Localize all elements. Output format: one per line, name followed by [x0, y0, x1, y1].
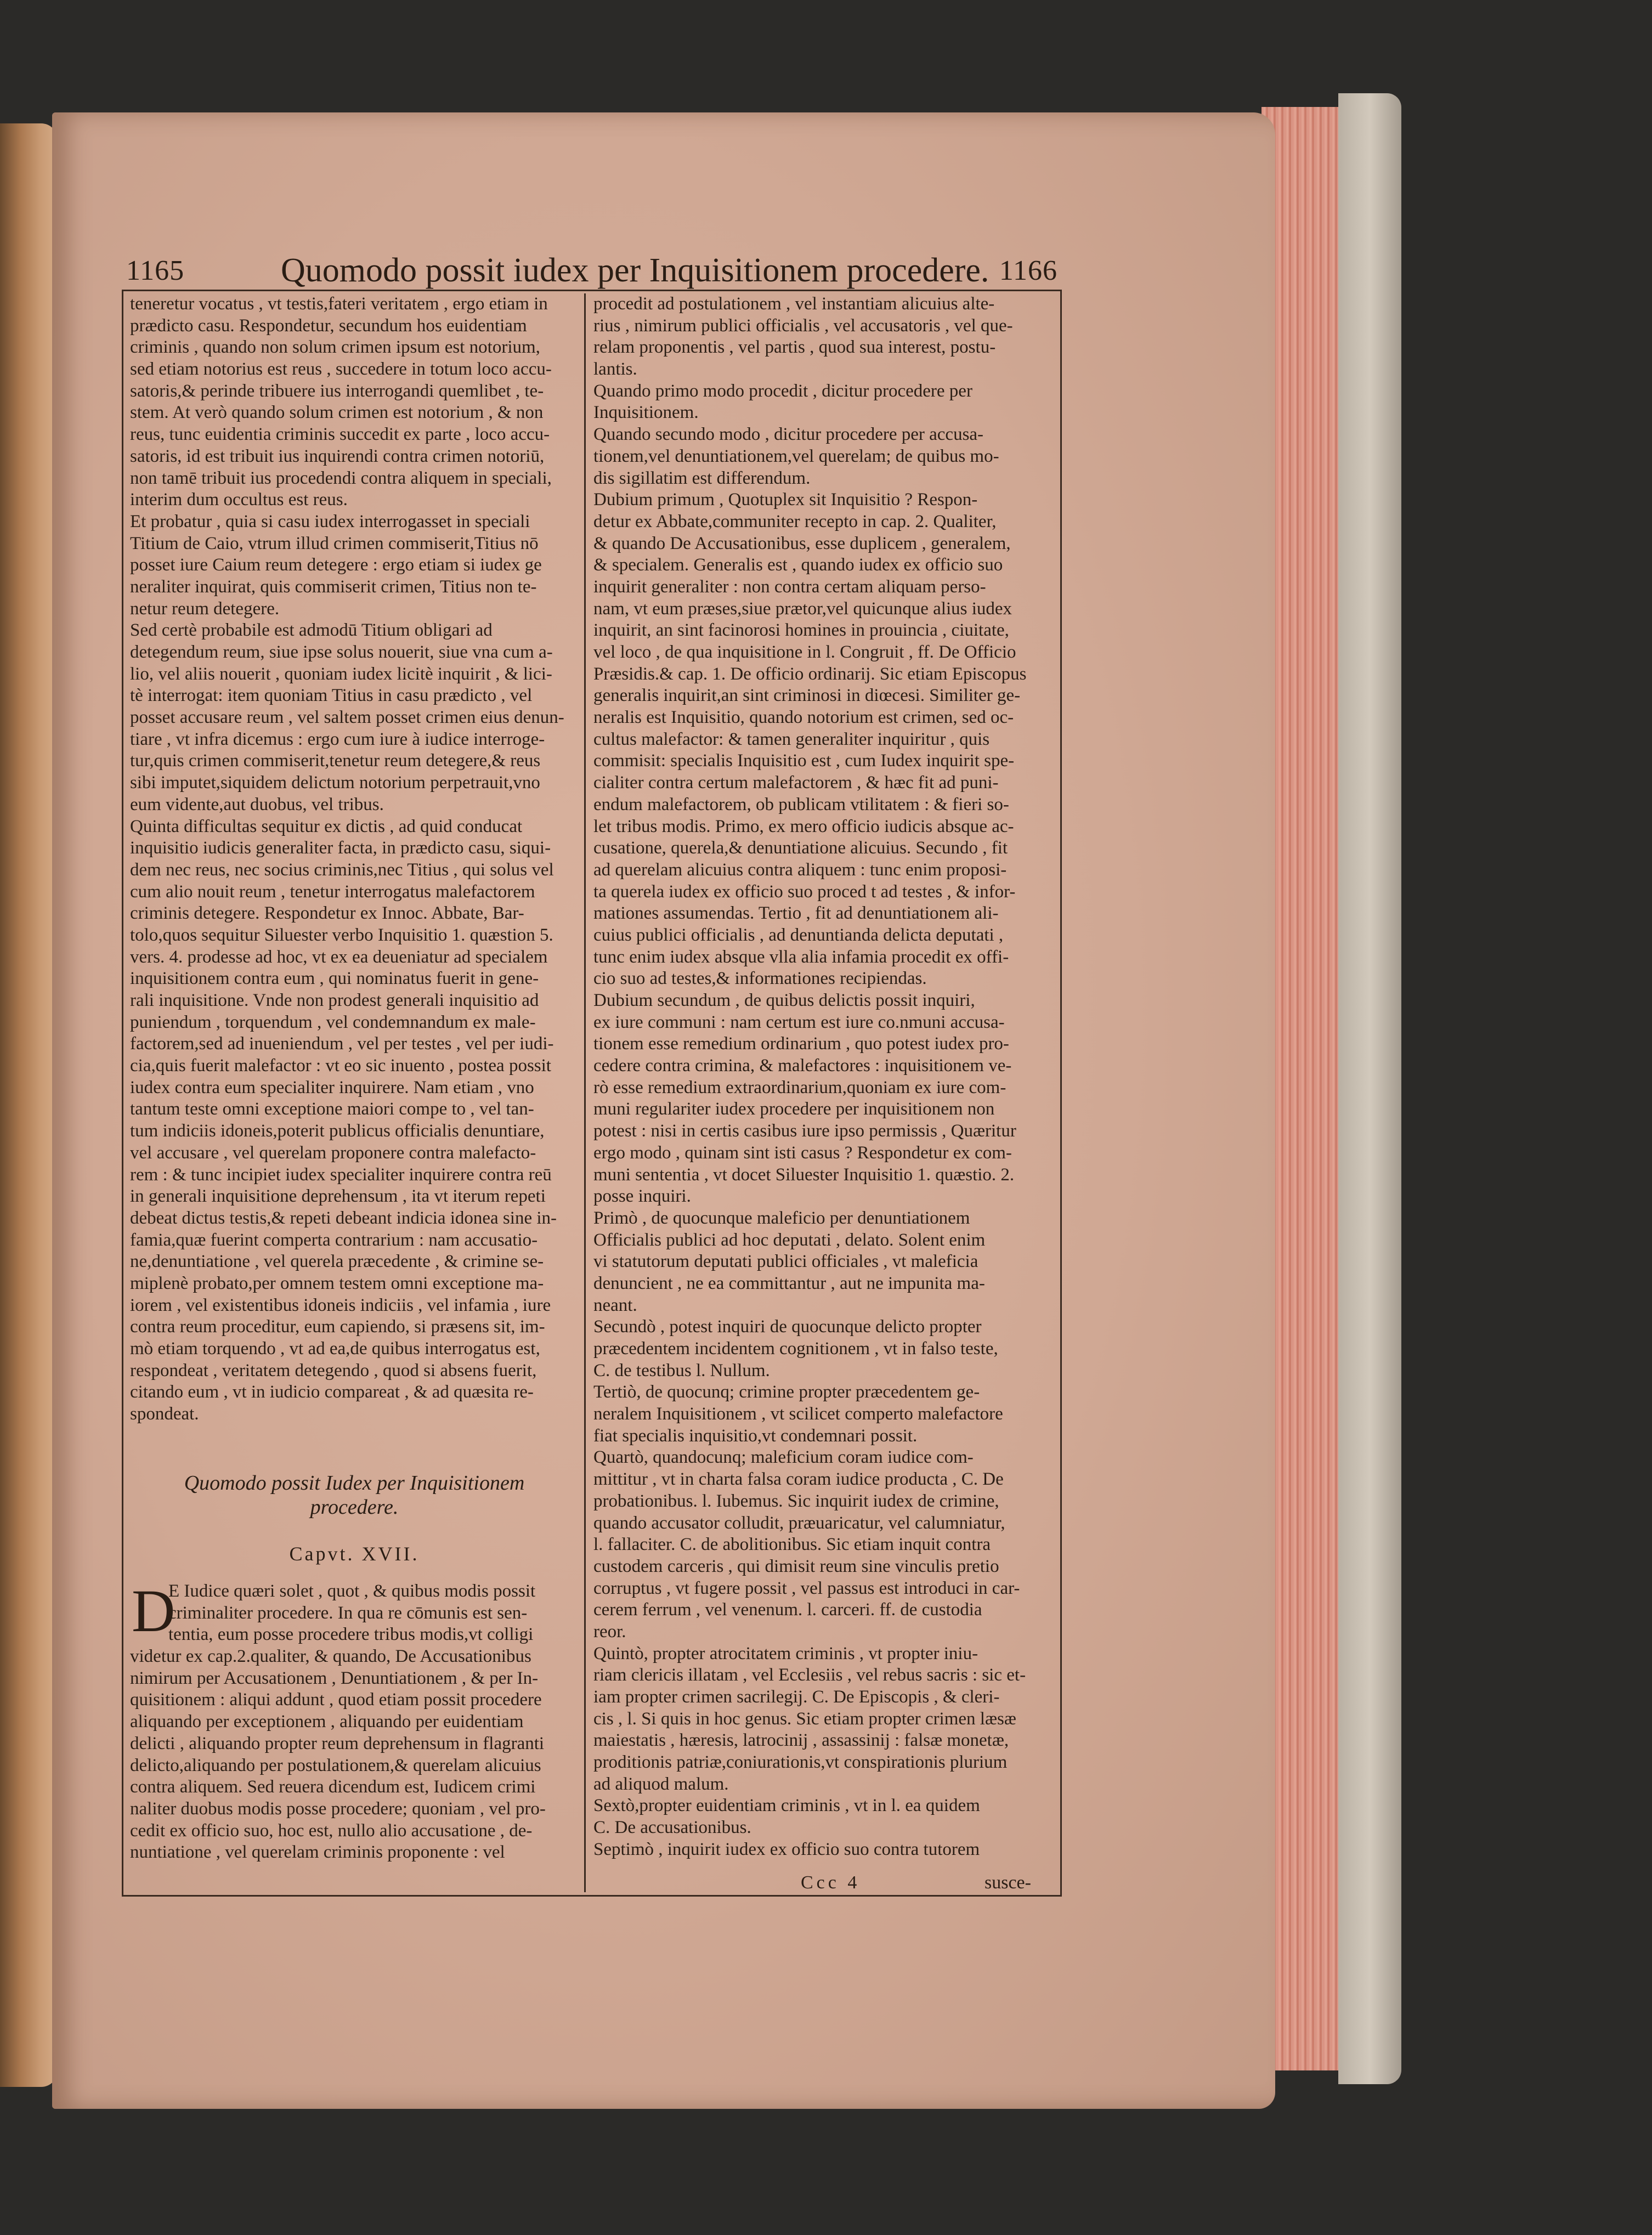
text-line: custodem carceris , qui dimisit reum sine vinculis pretio: [593, 1556, 999, 1576]
text-line: miplenè probato,per omnem testem omni exceptione ma-: [130, 1273, 544, 1293]
text-line: cuius publici officialis , ad denuntianda delicta deputati ,: [593, 925, 1004, 945]
text-line: & specialem. Generalis est , quando iudex ex officio suo: [593, 555, 1003, 575]
text-line: procedit ad postulationem , vel instantiam alicuius alte-: [593, 294, 995, 314]
text-line: prædicto casu. Respondetur, secundum hos euidentiam: [130, 315, 527, 336]
text-line: tentia, eum posse procedere tribus modis,vt colligi: [168, 1625, 534, 1645]
text-line: tionem esse remedium ordinarium , quo potest iudex pro-: [593, 1034, 1009, 1054]
chapter-title: [130, 1471, 579, 1519]
signature-mark: Ccc 4: [801, 1872, 861, 1893]
text-line: contra aliquem. Sed reuera dicendum est, Iudicem crimi: [130, 1777, 536, 1797]
text-line: teneretur vocatus , vt testis,fateri veritatem , ergo etiam in: [130, 294, 548, 314]
text-line: dis sigillatim est differendum.: [593, 468, 811, 488]
chapter-title-line-1: Quomodo possit Iudex per Inquisitionem: [184, 1472, 525, 1495]
drop-cap: D: [132, 1577, 176, 1644]
text-line: neralem Inquisitionem , vt scilicet comperto malefactore: [593, 1404, 1003, 1424]
text-line: tum indiciis idoneis,poterit publicus officialis denuntiare,: [130, 1121, 545, 1141]
text-line: detegendum reum, siue ipse solus nouerit, siue vna cum a-: [130, 642, 553, 662]
text-line: inquisitionem contra eum , qui nominatus fuerit in gene-: [130, 969, 539, 989]
text-line: delicti , aliquando propter reum deprehensum in flagranti: [130, 1733, 545, 1753]
text-line: relam proponentis , vel partis , quod sua interest, postu-: [593, 337, 996, 358]
text-line: detur ex Abbate,communiter recepto in cap. 2. Qualiter,: [593, 511, 997, 531]
text-line: vel loco , de qua inquisitione in l. Congruit , ff. De Officio: [593, 642, 1016, 662]
text-line: cum alio nouit reum , tenetur interrogatus malefactorem: [130, 881, 535, 902]
text-line: cis , l. Si quis in hoc genus. Sic etiam propter crimen læsæ: [593, 1708, 1016, 1729]
text-line: netur reum detegere.: [130, 598, 280, 619]
text-line: Præsidis.& cap. 1. De officio ordinarij. Sic etiam Episcopus: [593, 664, 1027, 684]
text-line: rem : & tunc incipiet iudex specialiter inquirere contra reū: [130, 1164, 552, 1185]
text-line: muni regulariter iudex procedere per inquisitionem non: [593, 1099, 995, 1119]
text-line: lio, vel aliis nouerit , quoniam iudex licitè inquirit , & lici-: [130, 664, 552, 684]
text-line: rali inquisitione. Vnde non prodest generali inquisitio ad: [130, 991, 539, 1010]
text-line: tionem,vel denuntiationem,vel querelam; de quibus mo-: [593, 446, 999, 466]
text-line: tolo,quos sequitur Siluester verbo Inquisitio 1. quæstion 5.: [130, 925, 553, 945]
text-line: videtur ex cap.2.qualiter, & quando, De Accusationibus: [130, 1646, 531, 1667]
text-line: respondeat , veritatem detegendo , quod si absens fuerit,: [130, 1360, 537, 1380]
text-line: Sextò,propter euidentiam criminis , vt in l. ea quidem: [593, 1796, 980, 1816]
text-line: interim dum occultus est reus.: [130, 490, 348, 510]
text-line: & quando De Accusationibus, esse duplicem , generalem,: [593, 533, 1011, 553]
text-line: quisitionem : aliqui addunt , quod etiam possit procedere: [130, 1690, 542, 1710]
text-line: sed etiam notorius est reus , succedere in totum loco accu-: [130, 359, 552, 380]
text-line: lantis.: [593, 359, 637, 380]
text-line: Titium de Caio, vtrum illud crimen commiserit,Titius nō: [130, 533, 539, 553]
text-line: neraliter inquirat, quis commiserit crimen, Titius non te-: [130, 576, 537, 597]
text-line: inquisitio iudicis generaliter facta, in prædicto casu, siqui-: [130, 838, 551, 858]
text-line: cedit ex officio suo, hoc est, nullo alio accusatione , de-: [130, 1820, 533, 1841]
text-line: dem nec reus, nec socius criminis,nec Titius , qui solus vel: [130, 859, 554, 880]
text-line: Quintò, propter atrocitatem criminis , vt propter iniu-: [593, 1643, 978, 1663]
text-line: Quinta difficultas sequitur ex dictis , ad quid conducat: [130, 816, 523, 836]
text-line: Officialis publici ad hoc deputati , delato. Solent enim: [593, 1230, 986, 1250]
text-line: spondeat.: [130, 1404, 199, 1424]
text-line: posset accusare reum , vel saltem posset crimen eius denun-: [130, 708, 564, 728]
text-line: l. fallaciter. C. de abolitionibus. Sic etiam inquit contra: [593, 1535, 991, 1555]
text-line: fiat specialis inquisitio,vt condemnari possit.: [593, 1425, 918, 1446]
text-line: mò etiam torquendo , vt ad ea,de quibus interrogatus est,: [130, 1339, 540, 1359]
text-line: famia,quæ fuerint comperta contrarium : nam accusatio-: [130, 1230, 538, 1250]
right-column-text: [593, 293, 1053, 1861]
text-line: generalis inquirit,an sint criminosi in diœcesi. Similiter ge-: [593, 686, 1021, 706]
text-line: naliter duobus modis posse procedere; quoniam , vel pro-: [130, 1798, 546, 1819]
text-line: endum malefactorem, ob publicam vtilitatem : & fieri so-: [593, 794, 1009, 814]
running-title: Quomodo possit iudex per Inquisitionem procedere.: [281, 252, 989, 289]
text-line: tantum teste omni exceptione maiori compe to , vel tan-: [130, 1099, 534, 1119]
running-header: [122, 251, 1062, 290]
text-line: Secundò , potest inquiri de quocunque delicto propter: [593, 1317, 982, 1337]
text-line: criminis , quando non solum crimen ipsum est notorium,: [130, 337, 540, 358]
text-line: denuncient , ne ea committantur , aut ne impunita ma-: [593, 1273, 985, 1293]
text-line: inquirit generaliter : non contra certam aliquam perso-: [593, 576, 986, 597]
text-line: ta querela iudex ex officio suo proced t ad testes , & infor-: [593, 881, 1016, 902]
text-line: rius , nimirum publici officialis , vel accusatoris , vel que-: [593, 315, 1013, 336]
page-number-right: 1166: [999, 255, 1057, 286]
text-line: eum vidente,aut duobus, vel tribus.: [130, 794, 384, 814]
text-line: neant.: [593, 1295, 637, 1315]
text-line: tunc enim iudex absque vlla alia infamia procedit ex offi-: [593, 947, 1009, 967]
text-line: reus, tunc euidentia criminis succedit ex parte , loco accu-: [130, 425, 550, 445]
catchword: susce-: [985, 1872, 1031, 1893]
text-line: criminaliter procedere. In qua re cōmunis est sen-: [168, 1603, 528, 1623]
text-line: muni sententia , vt docet Siluester Inquisitio 1. quæstio. 2.: [593, 1164, 1015, 1185]
text-line: ne,denuntiatione , vel querela præcedente , & crimine se-: [130, 1252, 544, 1272]
text-line: mittitur , vt in charta falsa coram iudice producta , C. De: [593, 1469, 1004, 1490]
text-line: inquirit, an sint facinorosi homines in prouincia , ciuitate,: [593, 620, 1009, 641]
text-line: debeat dictus testis,& repeti debeant indicia idonea sine in-: [130, 1208, 557, 1228]
text-line: præcedentem incidentem cognitionem , vt in falso teste,: [593, 1339, 998, 1359]
text-line: E Iudice quæri solet , quot , & quibus modis possit: [168, 1581, 536, 1601]
text-line: satoris, id est tribuit ius inquirendi contra crimen notoriū,: [130, 446, 545, 466]
text-line: iorem , vel existentibus idoneis indiciis , vel infamia , iure: [130, 1295, 551, 1315]
text-line: potest : nisi in certis casibus iure ipso permissis , Quæritur: [593, 1121, 1016, 1141]
text-line: vi statutorum deputati publici officiales , vt maleficia: [593, 1252, 978, 1272]
text-line: cia,quis fuerit malefactor : vt eo sic inuento , postea possit: [130, 1056, 551, 1076]
text-line: mationes assumendas. Tertio , fit ad denuntiationem ali-: [593, 903, 999, 924]
text-line: aliquando per exceptionem , aliquando per euidentiam: [130, 1712, 524, 1732]
text-line: quando accusator colludit, præuaricatur, vel calumniatur,: [593, 1513, 1005, 1533]
text-line: proditionis patriæ,coniurationis,vt conspirationis plurium: [593, 1752, 1008, 1773]
text-line: ergo modo , quinam sint isti casus ? Respondetur ex com-: [593, 1142, 1012, 1163]
text-line: delicto,aliquando per postulationem,& querelam alicuius: [130, 1755, 541, 1775]
text-line: non tamē tribuit ius procedendi contra aliquem in speciali,: [130, 468, 552, 488]
text-line: commisit: specialis Inquisitio est , cum Iudex inquirit spe-: [593, 751, 1015, 771]
text-line: C. de testibus l. Nullum.: [593, 1360, 770, 1380]
text-line: riam clericis illatam , vel Ecclesiis , vel rebus sacris : sic et-: [593, 1665, 1026, 1685]
text-line: ex iure communi : nam certum est iure co.nmuni accusa-: [593, 1012, 1005, 1032]
text-line: ad aliquod malum.: [593, 1774, 729, 1794]
text-line: iudex contra eum specialiter inquirere. Nam etiam , vno: [130, 1077, 534, 1097]
text-line: cedere contra crimina, & malefactores : inquisitionem ve-: [593, 1056, 1012, 1076]
text-line: cerem ferrum , vel venenum. l. carceri. ff. de custodia: [593, 1600, 982, 1620]
text-line: vel accusare , vel querelam proponere contra malefacto-: [130, 1142, 536, 1163]
text-line: cusatione, querela,& denuntiatione alicuius. Secundo , fit: [593, 838, 1008, 858]
text-line: Quando primo modo procedit , dicitur procedere per: [593, 381, 972, 401]
text-line: probationibus. l. Iubemus. Sic inquirit iudex de crimine,: [593, 1491, 999, 1511]
text-line: Sed certè probabile est admodū Titium obligari ad: [130, 620, 493, 641]
text-line: posse inquiri.: [593, 1186, 691, 1207]
text-line: reor.: [593, 1621, 626, 1642]
text-line: nuntiatione , vel querelam criminis proponente : vel: [130, 1842, 505, 1863]
text-line: neralis est Inquisitio, quando notorium est crimen, sed oc-: [593, 708, 1014, 728]
left-column-text: [130, 293, 579, 1425]
text-line: tiare , vt infra dicemus : ergo cum iure à iudice interroge-: [130, 729, 545, 749]
text-line: cultus malefactor: & tamen generaliter inquiritur , quis: [593, 729, 990, 749]
text-line: corruptus , vt fugere possit , vel passus est introduci in car-: [593, 1578, 1020, 1598]
text-line: cialiter contra certum malefactorem , & hæc fit ad puni-: [593, 773, 999, 793]
text-line: stem. At verò quando solum crimen est notorium , & non: [130, 403, 544, 423]
chapter-label: Capvt. XVII.: [289, 1543, 420, 1565]
text-line: satoris,& perinde tribuere ius interrogandi quemlibet , te-: [130, 381, 544, 401]
text-line: vers. 4. prodesse ad hoc, vt ex ea deueniatur ad specialem: [130, 947, 548, 967]
text-line: nam, vt eum præses,siue prætor,vel quicunque alius iudex: [593, 598, 1012, 619]
text-line: Dubium secundum , de quibus delictis possit inquiri,: [593, 991, 975, 1010]
text-line: Quando secundo modo , dicitur procedere per accusa-: [593, 425, 984, 445]
text-line: criminis detegere. Respondetur ex Innoc. Abbate, Bar-: [130, 903, 524, 924]
left-page-edge: [0, 123, 58, 2087]
text-line: Dubium primum , Quotuplex sit Inquisitio ? Respon-: [593, 490, 978, 510]
text-line: rò esse remedium extraordinarium,quoniam ex iure com-: [593, 1077, 1006, 1097]
text-line: sibi imputet,siquidem delictum notorium perpetrauit,vno: [130, 773, 540, 793]
text-line: posset iure Caium reum detegere : ergo etiam si iudex ge: [130, 555, 542, 575]
chapter-title-line-2: procedere.: [310, 1496, 399, 1519]
text-line: let tribus modis. Primo, ex mero officio iudicis absque ac-: [593, 816, 1014, 836]
text-line: ad querelam alicuius contra aliquem : tunc enim proposi-: [593, 859, 1007, 880]
text-line: contra reum proceditur, eum capiendo, si præsens sit, im-: [130, 1317, 545, 1337]
text-line: maiestatis , hæresis, latrocinij , assassinij : falsæ monetæ,: [593, 1730, 1009, 1751]
book-cover-board: [1338, 93, 1401, 2084]
text-line: Tertiò, de quocunq; crimine propter præcedentem ge-: [593, 1382, 980, 1402]
text-line: Quartò, quandocunq; maleficium coram iudice com-: [593, 1447, 974, 1468]
text-line: nimirum per Accusationem , Denuntiationem , & per In-: [130, 1668, 539, 1688]
page-number-left: 1165: [126, 255, 185, 286]
left-column-chapter-text: [130, 1577, 579, 1864]
text-line: in generali inquisitione deprehensum , ita vt iterum repeti: [130, 1186, 546, 1207]
text-line: tur,quis crimen commiserit,tenetur reum detegere,& reus: [130, 751, 541, 771]
text-line: cio suo ad testes,& informationes recipiendas.: [593, 969, 927, 989]
text-line: tè interrogat: item quoniam Titius in casu prædicto , vel: [130, 686, 533, 706]
text-line: Inquisitionem.: [593, 403, 699, 423]
text-line: Et probatur , quia si casu iudex interrogasset in speciali: [130, 511, 530, 531]
text-line: citando eum , vt in iudicio compareat , & ad quæsita re-: [130, 1382, 534, 1402]
text-line: factorem,sed ad inueniendum , vel per testes , vel per iudi-: [130, 1034, 554, 1054]
text-line: Septimò , inquirit iudex ex officio suo contra tutorem: [593, 1839, 980, 1859]
text-line: C. De accusationibus.: [593, 1818, 751, 1838]
text-line: Primò , de quocunque maleficio per denuntiationem: [593, 1208, 970, 1228]
column-divider: [584, 293, 586, 1892]
text-line: puniendum , torquendum , vel condemnandum ex male-: [130, 1012, 536, 1032]
text-line: iam propter crimen sacrilegij. C. De Episcopis , & cleri-: [593, 1687, 1000, 1707]
